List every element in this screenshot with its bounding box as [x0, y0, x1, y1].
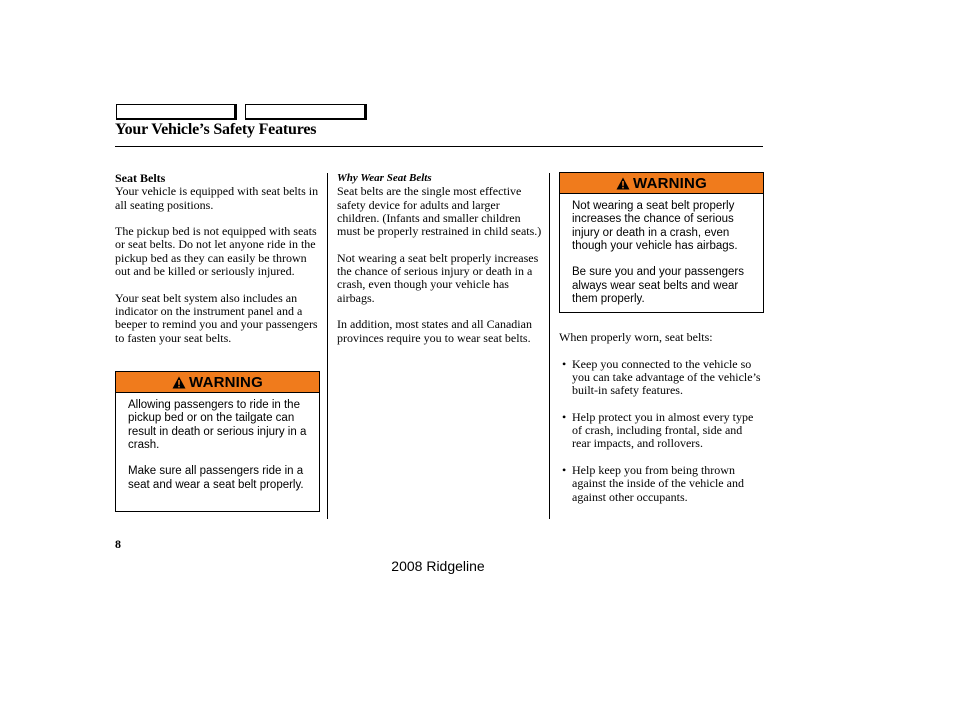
column-3: [559, 331, 763, 517]
footer-model-text: 2008 Ridgeline: [391, 558, 485, 574]
warning-paragraph: Not wearing a seat belt properly increases the chance of serious injury or death in a crash, even though your vehicle has airbags.: [572, 200, 738, 252]
nav-tab-box-1[interactable]: [116, 104, 237, 120]
warning-paragraph: Make sure all passengers ride in a seat and wear a seat belt properly.: [128, 465, 304, 491]
paragraph: In addition, most states and all Canadian provinces require you to wear seat belts.: [337, 317, 532, 345]
warning-header: [116, 372, 319, 393]
paragraph: Seat belts are the single most effective safety device for adults and larger children. (Infants and smaller children must be properly restrained in child seats.): [337, 184, 542, 239]
warning-triangle-icon: [616, 177, 630, 190]
warning-triangle-icon: [172, 376, 186, 389]
section-subheading: Why Wear Seat Belts: [337, 172, 432, 184]
footer-model: [0, 558, 954, 574]
section-heading: Seat Belts: [115, 171, 166, 185]
list-item: • Help protect you in almost every type of crash, including frontal, side and rear impacts, and rollovers.: [559, 411, 763, 451]
warning-header: [560, 173, 763, 194]
nav-tab-box-2[interactable]: [245, 104, 367, 120]
paragraph: The pickup bed is not equipped with seats or seat belts. Do not let anyone ride in the pickup bed as they can easily be thrown out and be killed or seriously injured.: [115, 224, 317, 279]
intro-text: When properly worn, seat belts:: [559, 330, 713, 344]
warning-body: [560, 194, 763, 306]
warning-paragraph: Allowing passengers to ride in the pickup bed or on the tailgate can result in death or serious injury in a crash.: [128, 399, 307, 451]
column-divider-2: [549, 173, 550, 519]
bullet-list: [559, 358, 763, 504]
paragraph: Not wearing a seat belt properly increases the chance of serious injury or death in a crash, even though your vehicle has airbags.: [337, 250, 539, 305]
warning-box-pickup-bed: [115, 371, 320, 512]
warning-body: [116, 393, 319, 492]
page-title: Your Vehicle’s Safety Features: [115, 121, 317, 138]
page-number: 8: [115, 537, 121, 551]
column-divider-1: [327, 173, 328, 519]
warning-box-seat-belts: [559, 172, 764, 313]
column-1: [115, 172, 321, 358]
paragraph: Your seat belt system also includes an indicator on the instrument panel and a beeper to remind you and your passengers to fasten your seat belts.: [115, 290, 318, 345]
warning-title: WARNING: [189, 373, 263, 391]
column-2: [337, 172, 543, 358]
warning-paragraph: Be sure you and your passengers always wear seat belts and wear them properly.: [572, 266, 744, 306]
paragraph: Your vehicle is equipped with seat belts in all seating positions.: [115, 184, 319, 212]
list-item: • Help keep you from being thrown against the inside of the vehicle and against other occupants.: [559, 464, 763, 504]
list-item: • Keep you connected to the vehicle so you can take advantage of the vehicle’s built-in safety features.: [559, 358, 763, 398]
warning-title: WARNING: [633, 174, 707, 192]
title-rule: [115, 146, 763, 147]
